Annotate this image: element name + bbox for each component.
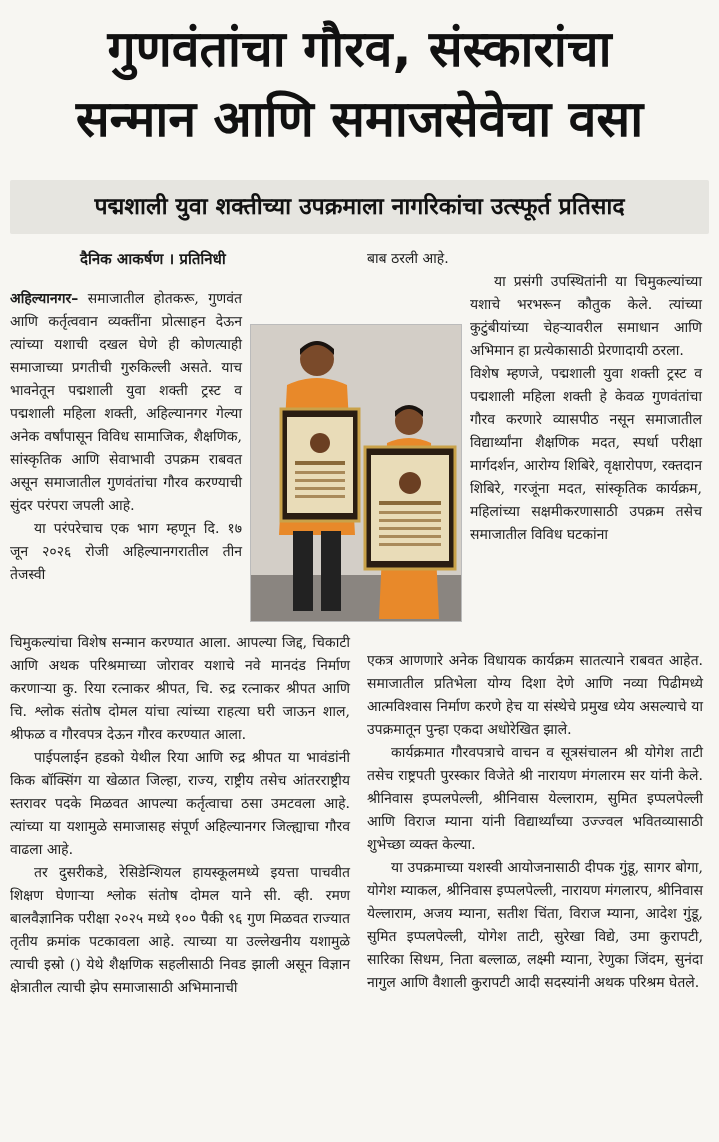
headline-line-1: गुणवंतांचा गौरव, संस्कारांचा [107,20,612,78]
headline-line-2: सन्मान आणि समाजसेवेचा वसा [75,90,644,148]
paragraph-tradition: या परंपरेचाच एक भाग म्हणून दि. १७ जून २०२६ रोजी अहिल्यानगरातील तीन तेजस्वी [10,521,242,583]
paragraph-organization-a: विशेष म्हणजे, पद्मशाली युवा शक्ती ट्रस्ट व पद्मशाली महिला शक्ती हे केवळ गुणवंतांचा गौरव करणारे व्यासपीठ नसून समाजातील विद्यार्थ्यांना शैक्षणिक मदत, स्पर्धा परीक्षा मार्गदर्शन, आरोग्य शिबिरे, वृक्षारोपण, रक्तदान शिबिरे, गरजूंना मदत, सांस्कृतिक कार्यक्रम, महिलांच्या सक्षमीकरणासाठी उपक्रम तसेच समाजातील विविध घटकांना [470,366,702,543]
paragraph-intro: समाजातील होतकरू, गुणवंत आणि कर्तृत्ववान व्यक्तींना प्रोत्साहन देऊन त्यांच्या यशाची दखल घेणे ही कोणत्याही समाजाच्या प्रगतीची गुरुकिल्ली असते. याच भावनेतून पद्मशाली युवा शक्ती ट्रस्ट व पद्मशाली महिला शक्ती, अहिल्यानगर गेल्या अनेक वर्षांपासून विविध सामाजिक, शैक्षणिक, सांस्कृतिक आणि सेवाभावी उपक्रम राबवत असून समाजातील गुणवंतांचा गौरव करण्याची सुंदर परंपरा जपली आहे. [10,291,242,514]
paragraph-praise: या प्रसंगी उपस्थितांनी या चिमुकल्यांच्या यशाचे भरभरून कौतुक केले. त्यांच्या कुटुंबीयांच्या चेहऱ्यावरील समाधान आणि अभिमान हा प्रत्येकासाठी प्रेरणादायी ठरला. [470,274,702,359]
dateline: अहिल्यानगर– [10,291,79,307]
paragraph-organizers: या उपक्रमाच्या यशस्वी आयोजनासाठी दीपक गुंडू, सागर बोगा, योगेश म्याकल, श्रीनिवास इप्पलपेल्ली, नारायण मंगलारप, श्रीनिवास येल्लाराम, अजय म्याना, सतीश चिंता, विराज म्याना, आदेश गुंडू, सुमित इप्पलपेल्ली, योगेश ताटी, सुरेखा विद्ये, उमा कुरापटी, सारिका सिधम, निता बल्लाळ, लक्ष्मी म्याना, रेणुका जिंदम, सुनंदा नागुल आणि वैशाली कुरापटी आदी सदस्यांनी अथक परिश्रम घेतले. [367,860,703,991]
paragraph-program: कार्यक्रमात गौरवपत्राचे वाचन व सूत्रसंचालन श्री योगेश ताटी तसेच राष्ट्रपती पुरस्कार विजेते श्री नारायण मंगलारम सर यांनी केले. श्रीनिवास इप्पलपेल्ली, श्रीनिवास येल्लाराम, सुमित इप्पलपेल्ली आणि विराज म्याना यांनी विद्यार्थ्यांच्या उज्ज्वल भवितव्यासाठी शुभेच्छा व्यक्त केल्या. [367,745,703,853]
article-column-right-top [367,248,707,271]
paragraph-organization-b: एकत्र आणणारे अनेक विधायक कार्यक्रम सातत्याने राबवत आहेत. समाजातील प्रतिभेला योग्य दिशा देणे आणि नव्या पिढीमध्ये आत्मविश्वास निर्माण करणे हेच या संस्थेचे प्रमुख ध्येय असल्याचे या उपक्रमातून पुन्हा एकदा अधोरेखित झाले. [367,653,703,738]
article-column-right-narrow [470,271,702,547]
headline [0,14,719,154]
paragraph-shlok: तर दुसरीकडे, रेसिडेन्शियल हायस्कूलमध्ये इयत्ता पाचवीत शिक्षण घेणाऱ्या श्लोक संतोष दोमल याने सी. व्ही. रमण बालवैज्ञानिक परीक्षा २०२५ मध्ये १०० पैकी ९६ गुण मिळवत राज्यात तृतीय क्रमांक पटकावला आहे. त्याच्या या उल्लेखनीय यशामुळे त्याची इस्रो () येथे शैक्षणिक सहलीसाठी निवड झाली असून विज्ञान क्षेत्रातील त्याची झेप समाजासाठी अभिमानाची [10,865,350,996]
children-with-certificates-image [251,325,462,622]
subheadline: पद्मशाली युवा शक्तीच्या उपक्रमाला नागरिकांचा उत्स्फूर्त प्रतिसाद [10,180,709,234]
article-column-left-bottom [10,632,350,1000]
news-photo [250,324,462,622]
paragraph-shlok-end: बाब ठरली आहे. [367,251,449,267]
paragraph-kickboxing: पाईपलाईन हडको येथील रिया आणि रुद्र श्रीपत या भावंडांनी किक बॉक्सिंग या खेळात जिल्हा, राज्य, राष्ट्रीय तसेच आंतरराष्ट्रीय स्तरावर पदके मिळवत आपल्या कर्तृत्वाचा ठसा उमटवला आहे. त्यांच्या या यशामुळे समाजासह संपूर्ण अहिल्यानगर जिल्ह्याचा गौरव वाढला आहे. [10,750,350,858]
article-column-right-bottom [367,650,703,995]
article-column-left-top [10,288,242,587]
paragraph-honorees: चिमुकल्यांचा विशेष सन्मान करण्यात आला. आपल्या जिद्द, चिकाटी आणि अथक परिश्रमाच्या जोरावर यशाचे नवे मानदंड निर्माण करणाऱ्या कु. रिया रत्नाकर श्रीपत, चि. रुद्र रत्नाकर श्रीपत आणि चि. श्लोक संतोष दोमल यांचा त्यांच्या राहत्या घरी जाऊन शाल, श्रीफळ व गौरवपत्र देऊन गौरव करण्यात आला. [10,635,350,743]
byline: दैनिक आकर्षण । प्रतिनिधी [80,250,226,268]
